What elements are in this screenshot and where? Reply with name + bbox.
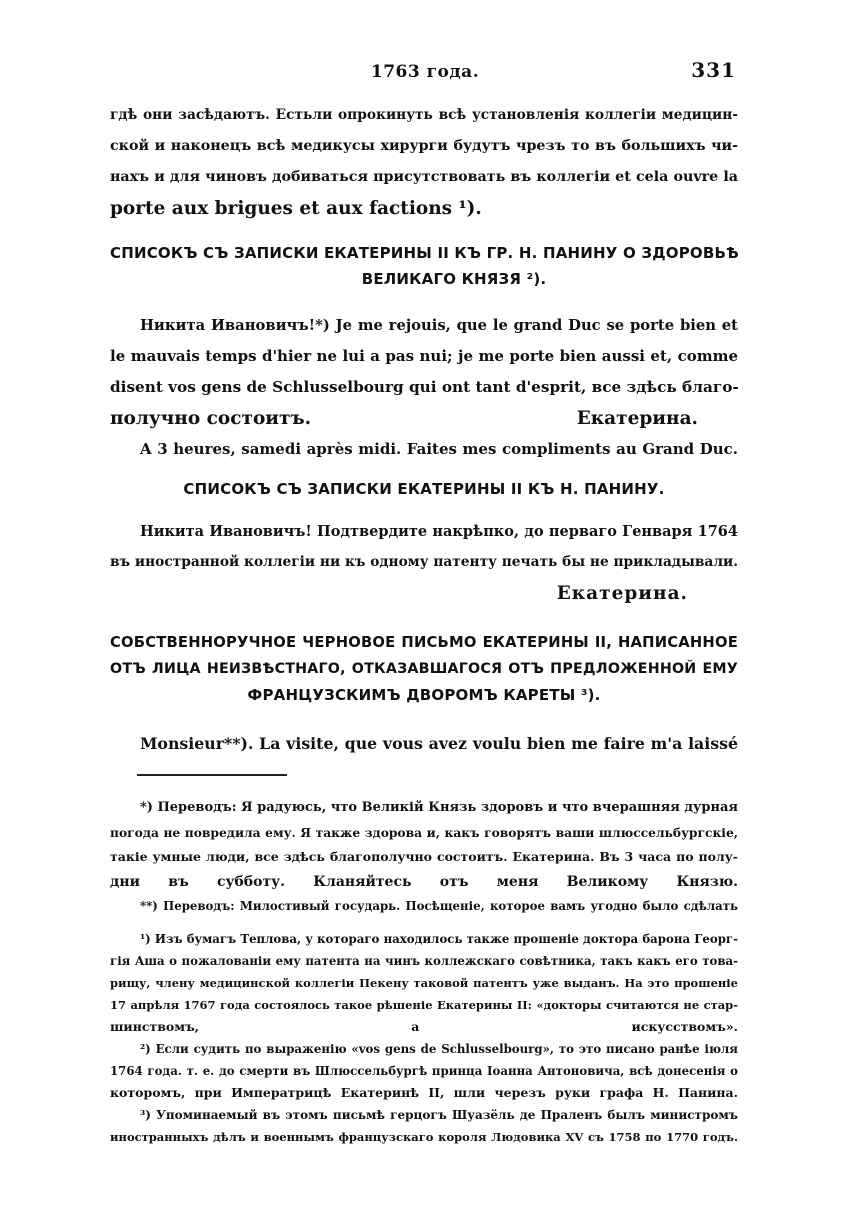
- heading-line: СОБСТВЕННОРУЧНОЕ ЧЕРНОВОЕ ПИСЬМО ЕКАТЕРИНЫ II, НАПИСАННОЕ: [110, 634, 738, 651]
- page-number: 331: [691, 58, 736, 82]
- footnote-line: которомъ, при Императрицѣ Екатеринѣ II, шли черезъ руки графа Н. Панина.: [110, 1085, 738, 1100]
- text-line: Никита Ивановичъ!*) Je me rejouis, que le grand Duc se porte bien et: [140, 317, 738, 334]
- signature: Екатерина.: [556, 583, 688, 604]
- footnotes: [110, 928, 738, 1148]
- footnote-line: ²) Если судить по выраженію «vos gens de Schlusselbourg», то это писано ранѣе іюля: [140, 1042, 738, 1056]
- footnote-line: *) Переводъ: Я радуюсь, что Великій Князь здоровъ и что вчерашняя дурная: [140, 800, 738, 815]
- translation-notes: [110, 796, 738, 919]
- signature: Екатерина.: [576, 408, 698, 429]
- section3-body: [110, 728, 738, 759]
- running-head: 1763 года.: [370, 62, 480, 82]
- text-line: Monsieur**). La visite, que vous avez voulu bien me faire m'a laissé: [140, 734, 738, 753]
- section3-heading: [110, 630, 738, 708]
- postscript: A 3 heures, samedi après midi. Faites mes compliments au Grand Duc.: [140, 440, 738, 458]
- footnote-line: иностранныхъ дѣлъ и военнымъ французскаго короля Людовика XV съ 1758 по 1770 годъ.: [110, 1130, 738, 1144]
- text-line: гдѣ они засѣдаютъ. Естьли опрокинуть всѣ установленія коллегіи медицин-: [110, 107, 738, 123]
- heading-line: СПИСОКЪ СЪ ЗАПИСКИ ЕКАТЕРИНЫ II КЪ Н. ПАНИНУ.: [183, 480, 665, 498]
- text-line: porte aux brigues et aux factions ¹).: [110, 198, 482, 219]
- footnote-line: **) Переводъ: Милостивый государь. Посѣщеніе, которое вамъ угодно было сдѣлать: [140, 899, 738, 913]
- footnote-line: ³) Упоминаемый въ этомъ письмѣ герцогъ Шуазёль де Праленъ былъ министромъ: [140, 1108, 738, 1122]
- heading-line: СПИСОКЪ СЪ ЗАПИСКИ ЕКАТЕРИНЫ II КЪ ГР. Н. ПАНИНУ О ЗДОРОВЬѢ: [110, 244, 739, 262]
- footnote-line: погода не повредила ему. Я также здорова и, какъ говорятъ ваши шлюссельбургскіе,: [110, 824, 738, 840]
- footnote-line: рищу, члену медицинской коллегіи Пекену таковой патентъ уже выданъ. На это прошеніе: [110, 976, 738, 990]
- footnote-divider: [137, 774, 287, 776]
- footnote-line: 1764 года. т. е. до смерти въ Шлюссельбургѣ принца Іоанна Антоновича, всѣ донесенія о: [110, 1064, 738, 1078]
- text-line: le mauvais temps d'hier ne lui a pas nui; je me porte bien aussi et, comme: [110, 347, 738, 365]
- text-line: [110, 403, 738, 434]
- text-fragment: получно состоитъ.: [110, 408, 312, 429]
- section1-heading: [110, 240, 738, 292]
- heading-line: ВЕЛИКАГО КНЯЗЯ ²).: [361, 270, 547, 288]
- footnote-line: 17 апрѣля 1767 года состоялось такое рѣшеніе Екатерины II: «докторы считаются не стар-: [110, 998, 738, 1012]
- footnote-line: шинствомъ, а искусствомъ».: [110, 1019, 738, 1034]
- text-line: ской и наконецъ всѣ медикусы хирурги будутъ чрезъ то въ большихъ чи-: [110, 138, 738, 154]
- section1-body: [110, 310, 738, 465]
- heading-line: ФРАНЦУЗСКИМЪ ДВОРОМЪ КАРЕТЫ ³).: [247, 686, 601, 704]
- section2-body: [110, 516, 738, 609]
- footnote-line: дни въ субботу. Кланяйтесь отъ меня Великому Князю.: [110, 873, 738, 890]
- heading-line: ОТЪ ЛИЦА НЕИЗВѢСТНАГО, ОТКАЗАВШАГОСЯ ОТЪ ПРЕДЛОЖЕННОЙ ЕМУ: [110, 661, 738, 677]
- text-line: disent vos gens de Schlusselbourg qui ont tant d'esprit, все здѣсь благо-: [110, 378, 739, 396]
- footnote-line: такіе умные люди, все здѣсь благополучно состоитъ. Екатерина. Въ 3 часа по полу-: [110, 849, 738, 864]
- intro-paragraph: [110, 100, 738, 224]
- page-header: [110, 58, 740, 88]
- section2-heading: [110, 476, 738, 502]
- text-line: въ иностранной коллегіи ни къ одному патенту печать бы не прикладывали.: [110, 554, 738, 570]
- text-line: Никита Ивановичъ! Подтвердите накрѣпко, до перваго Генваря 1764: [140, 523, 738, 540]
- footnote-line: гія Аша о пожалованіи ему патента на чинъ коллежскаго совѣтника, такъ какъ его това-: [110, 954, 738, 968]
- text-line: нахъ и для чиновъ добиваться присутствовать въ коллегіи et cela ouvre la: [110, 169, 738, 185]
- footnote-line: ¹) Изъ бумагъ Теплова, у котораго находилось также прошеніе доктора барона Георг-: [140, 932, 738, 946]
